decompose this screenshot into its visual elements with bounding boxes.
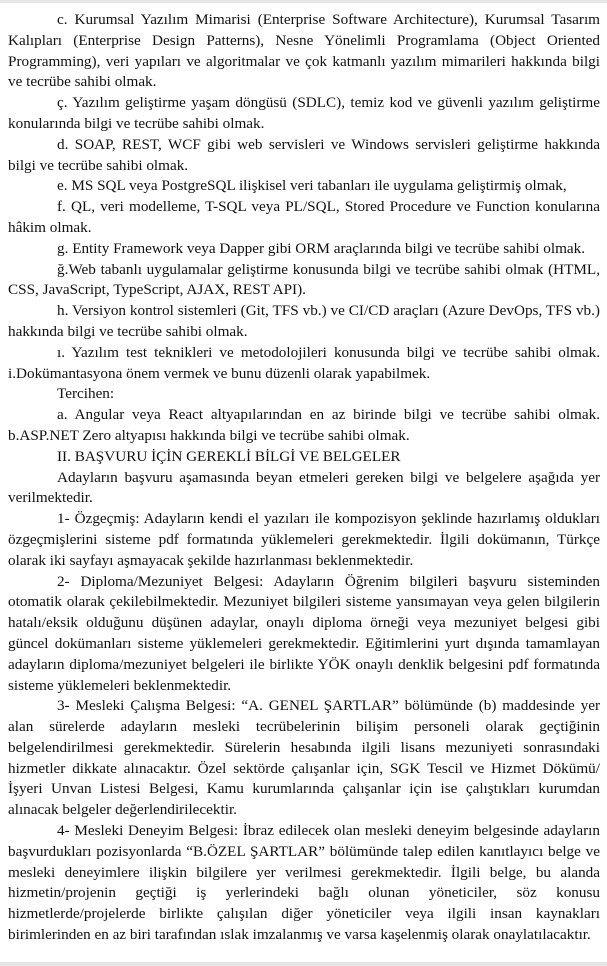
document-page xyxy=(8,10,600,946)
document-item-cv: 1- Özgeçmiş: Adayların kendi el yazıları ile kompozisyon şeklinde hazırlamış oldukları özgeçmişlerini sisteme pdf formatında yüklemeleri gerekmektedir. İlgili dokümanın, Türkçe olarak iki sayfayı aşmayacak şekilde hazırlanması beklenmektedir. xyxy=(8,510,600,569)
section-heading-application-documents: II. BAŞVURU İÇİN GEREKLİ BİLGİ VE BELGELER xyxy=(57,447,401,465)
document-item-work-certificate: 3- Mesleki Çalışma Belgesi: “A. GENEL ŞARTLAR” bölümünde (b) maddesinde yer alan sürelerde adayların mesleki tecrübelerinin bilişim personeli olarak geçtiğinin belgelendirilmesi gerekmektedir. Sürelerin hesabında ilgili lisans mezuniyeti sonrasındaki hizmetler dikkate alınacaktır. Özel sektörde çalışanlar için, SGK Tescil ve Hizmet Dökümü/İşyeri Unvan Listesi Belgesi, Kamu kurumlarında çalışanlar için ise çalıştıkları kurumdan alınacak belgeler değerlendirilecektir. xyxy=(8,697,600,819)
requirement-e: e. MS SQL veya PostgreSQL ilişkisel veri tabanları ile uygulama geliştirmiş olmak, xyxy=(57,177,567,195)
top-divider xyxy=(0,0,607,3)
requirement-f: f. QL, veri modelleme, T-SQL veya PL/SQL, Stored Procedure ve Function konularına hâkim olmak. xyxy=(8,198,600,236)
bottom-divider xyxy=(0,962,607,966)
document-item-diploma: 2- Diploma/Mezuniyet Belgesi: Adayların Öğrenim bilgileri başvuru sisteminden otomatik olarak çekilebilmektedir. Mezuniyet bilgileri sisteme yansımayan veya gelen bilgilerin hatalı/eksik olduğunu düşünen adaylar, onaylı diploma örneği veya mezuniyet belgesi gibi güncel dokümanları sisteme yüklemeleri gerekmektedir. Eğitimlerini yurt dışında tamamlayan adayların diploma/mezuniyet belgeleri ile birlikte YÖK onaylı denklik belgesini pdf formatında sisteme yüklemeleri beklenmektedir. xyxy=(8,572,600,694)
preferred-items: a. Angular veya React altyapılarından en az birinde bilgi ve tecrübe sahibi olmak. b.ASP.NET Zero altyapısı hakkında bilgi ve tecrübe sahibi olmak. xyxy=(8,406,600,444)
requirement-c-cedilla: ç. Yazılım geliştirme yaşam döngüsü (SDLC), temiz kod ve güvenli yazılım geliştirme konularında bilgi ve tecrübe sahibi olmak. xyxy=(8,94,600,132)
requirement-g: g. Entity Framework veya Dapper gibi ORM araçlarında bilgi ve tecrübe sahibi olmak. xyxy=(57,239,586,257)
section-intro: Adayların başvuru aşamasında beyan etmeleri gereken bilgi ve belgelere aşağıda yer verilmektedir. xyxy=(8,468,600,507)
requirement-i: ı. Yazılım test teknikleri ve metodolojileri konusunda bilgi ve tecrübe sahibi olmak. i.Dokümantasyona önem vermek ve bunu düzenli olarak yapabilmek. xyxy=(8,343,600,382)
requirement-h: h. Versiyon kontrol sistemleri (Git, TFS vb.) ve CI/CD araçları (Azure DevOps, TFS vb.) hakkında bilgi ve tecrübe sahibi olmak. xyxy=(8,302,600,340)
requirement-d: d. SOAP, REST, WCF gibi web servisleri ve Windows servisleri geliştirme hakkında bilgi ve tecrübe sahibi olmak. xyxy=(8,135,600,174)
requirement-g-breve: ğ.Web tabanlı uygulamalar geliştirme konusunda bilgi ve tecrübe sahibi olmak (HTML, CSS, JavaScript, TypeScript, AJAX, REST API). xyxy=(8,260,600,299)
requirement-c: c. Kurumsal Yazılım Mimarisi (Enterprise Software Architecture), Kurumsal Tasarım Kalıpları (Enterprise Design Patterns), Nesne Yönelimli Programlama (Object Oriented Programming), veri yapıları ve algoritmalar ve çok katmanlı yazılım mimarileri hakkında bilgi ve tecrübe sahibi olmak. xyxy=(8,11,600,91)
document-item-experience-certificate: 4- Mesleki Deneyim Belgesi: İbraz edilecek olan mesleki deneyim belgesinde adayların başvurdukları pozisyonlarda “B.ÖZEL ŞARTLAR” bölümünde talep edilen kanıtlayıcı belge ve mesleki deneyimlere ilişkin bilgilere yer verilmesi gerekmektedir. İlgili belge, bu alanda hizmetin/projenin geçtiği iş yerlerindeki bağlı olunan yöneticiler, söz konusu hizmetlerde/projelerde birlikte çalışılan diğer yöneticiler veya ilgili insan kaynakları birimlerinden en az biri tarafından ıslak imzalanmış ve varsa kaşelenmiş olarak onaylatılacaktır. xyxy=(8,822,600,944)
preferred-heading: Tercihen: xyxy=(57,385,115,403)
